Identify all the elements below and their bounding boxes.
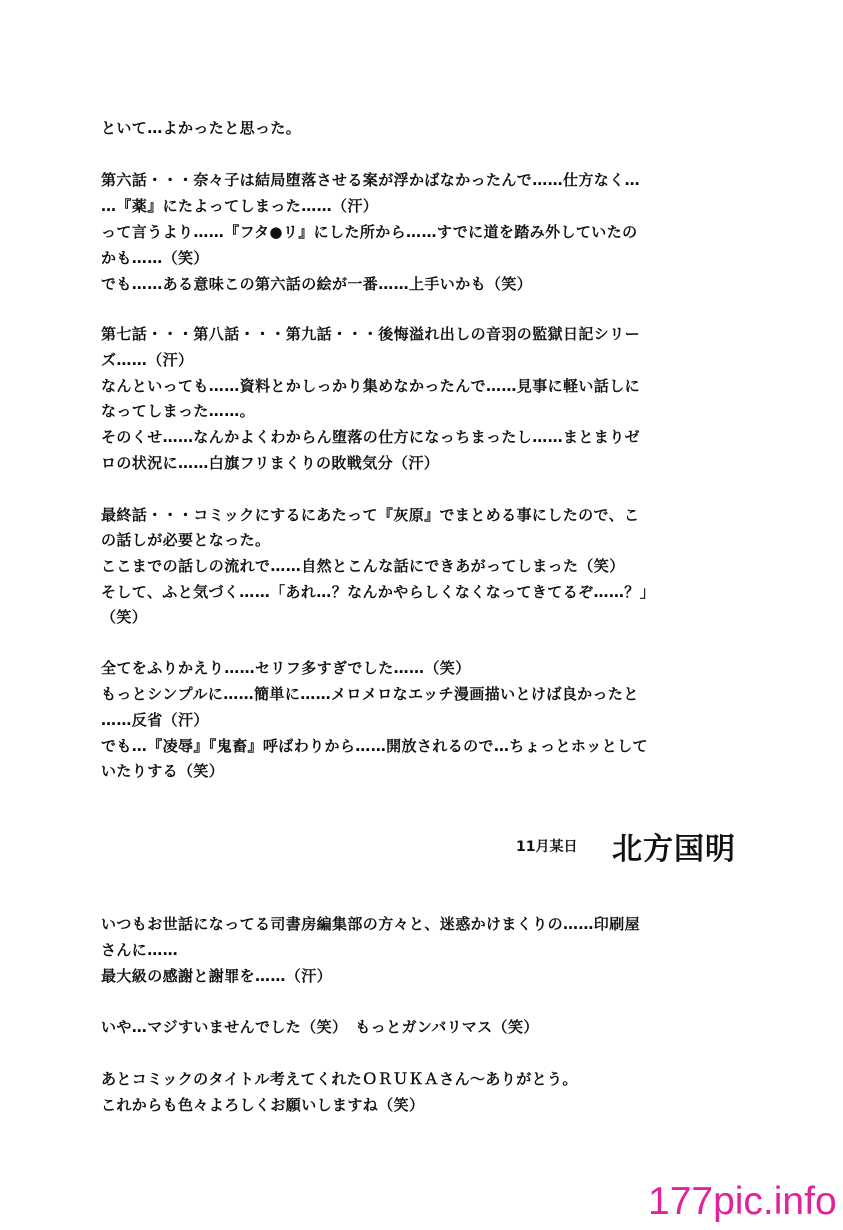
text-line-26: いや…マジすいませんでした（笑） もっとガンバリマス（笑） xyxy=(101,1018,539,1036)
text-line-21: でも…『凌辱』『鬼畜』呼ばわりから……開放されるので…ちょっとホッとして xyxy=(101,737,648,755)
text-line-28: これからも色々よろしくお願いしますね（笑） xyxy=(101,1096,425,1114)
text-line-3: …『薬』にたよってしまった……（汗） xyxy=(101,197,379,215)
text-line-9: なんといっても……資料とかしっかり集めなかったんで……見事に軽い話しに xyxy=(101,377,641,395)
text-line-11: そのくせ……なんかよくわからん堕落の仕方になっちまったし……まとまりゼ xyxy=(101,428,641,446)
text-line-1: といて…よかったと思った。 xyxy=(101,119,302,137)
text-line-12: ロの状況に……白旗フリまくりの敗戦気分（汗） xyxy=(101,454,440,472)
text-line-27: あとコミックのタイトル考えてくれたＯＲＵＫＡさん～ありがとう。 xyxy=(101,1070,578,1088)
text-line-8: ズ……（汗） xyxy=(101,351,194,369)
text-line-18: 全てをふりかえり……セリフ多すぎでした……（笑） xyxy=(101,659,471,677)
text-line-6: でも……ある意味この第六話の絵が一番……上手いかも（笑） xyxy=(101,275,533,293)
text-line-2: 第六話・・・奈々子は結局堕落させる案が浮かばなかったんで……仕方なく… xyxy=(101,171,641,189)
text-line-5: かも……（笑） xyxy=(101,249,209,267)
text-line-24: さんに…… xyxy=(101,941,179,959)
text-line-19: もっとシンプルに……簡単に……メロメロなエッチ漫画描いとけば良かったと xyxy=(101,685,639,703)
text-line-16: そして、ふと気づく……「あれ…？なんかやらしくなくなってきてるぞ……？」 xyxy=(101,583,656,601)
text-line-17: （笑） xyxy=(101,608,148,626)
text-line-7: 第七話・・・第八話・・・第九話・・・後悔溢れ出しの音羽の監獄日記シリー xyxy=(101,325,641,343)
text-line-23: いつもお世話になってる司書房編集部の方々と、迷惑かけまくりの……印刷屋 xyxy=(101,915,641,933)
watermark: 177pic.info xyxy=(648,1180,837,1223)
text-line-22: いたりする（笑） xyxy=(101,762,225,780)
text-line-25: 最大級の感謝と謝罪を……（汗） xyxy=(101,967,333,985)
signature-date: 11月某日 xyxy=(516,839,578,855)
text-line-14: の話しが必要となった。 xyxy=(101,531,271,549)
author-name: 北方国明 xyxy=(612,832,736,867)
text-line-10: なってしまった……。 xyxy=(101,402,256,420)
text-line-4: って言うより……『フタ●リ』にした所から……すでに道を踏み外していたの xyxy=(101,223,638,241)
text-line-15: ここまでの話しの流れで……自然とこんな話にできあがってしまった（笑） xyxy=(101,557,625,575)
text-line-20: ……反省（汗） xyxy=(101,711,209,729)
text-line-13: 最終話・・・コミックにするにあたって『灰原』でまとめる事にしたので、こ xyxy=(101,506,640,524)
